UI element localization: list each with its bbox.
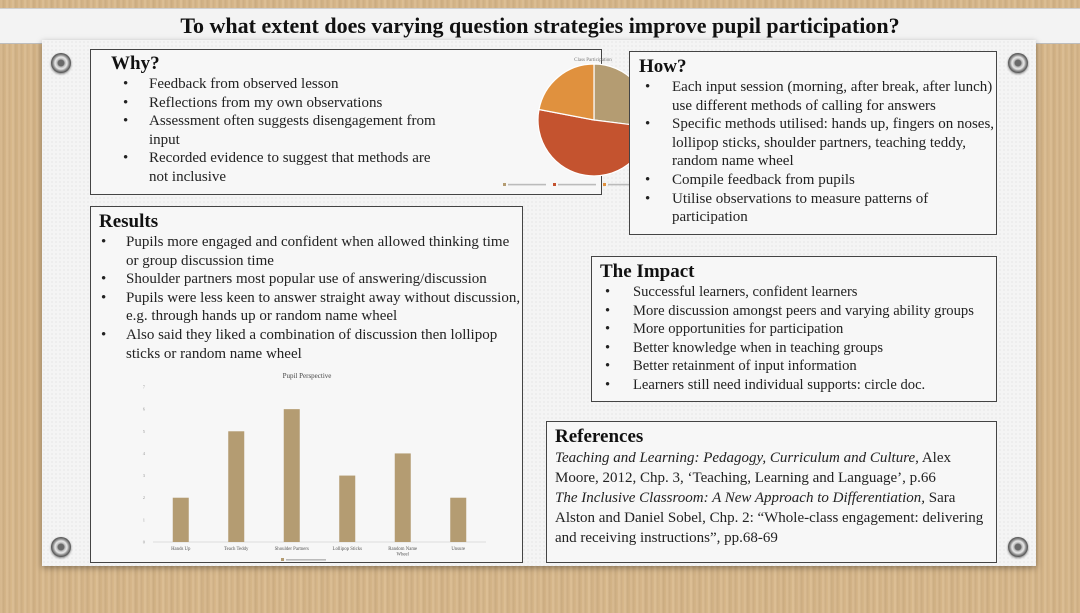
- why-item: • Recorded evidence to suggest that methods are not inclusive: [111, 149, 441, 186]
- reference-1-title: Teaching and Learning: Pedagogy, Curriculum and Culture: [555, 450, 916, 466]
- bar-category-label-line: Random Name: [388, 547, 418, 552]
- how-item: • Compile feedback from pupils: [639, 171, 996, 190]
- reference-2: [555, 488, 990, 548]
- pie-slice: [539, 64, 594, 120]
- pie-legend-swatch: [503, 183, 506, 186]
- why-item: • Feedback from observed lesson: [111, 75, 441, 94]
- impact-item: • Better retainment of input information: [600, 357, 996, 376]
- pie-legend-swatch: [553, 183, 556, 186]
- bar: [228, 431, 244, 542]
- pushpin-icon: [1008, 537, 1028, 557]
- references-heading: References: [555, 426, 644, 447]
- bar-category-label-line: Lollipop Sticks: [332, 547, 362, 552]
- pushpin-icon: [51, 537, 71, 557]
- results-item: • Also said they liked a combination of discussion then lollipop sticks or random name wheel: [99, 326, 522, 363]
- reference-2-details: Sara Alston and Daniel Sobel, Chp. 2: “Whole-class engagement: delivering and receiving instructions”, pp.68-69: [555, 490, 984, 546]
- impact-list: [600, 283, 996, 394]
- bar-y-tick-label: 1: [142, 517, 145, 523]
- bar-chart-svg: [131, 365, 496, 564]
- why-list: [111, 75, 441, 187]
- pushpin-icon: [51, 53, 71, 73]
- bar: [339, 476, 355, 542]
- bar-chart: [131, 365, 496, 564]
- bar-category-label: [224, 547, 249, 552]
- bar-y-tick-label: 0: [142, 539, 145, 545]
- poster-title: To what extent does varying question strategies improve pupil participation?: [180, 13, 900, 38]
- bar-category-label: [333, 547, 363, 552]
- bar: [450, 498, 466, 542]
- impact-item: • Better knowledge when in teaching groups: [600, 339, 996, 358]
- bar-category-label: [388, 547, 417, 558]
- why-section: [90, 49, 612, 195]
- bar-legend-swatch: [281, 558, 284, 561]
- pushpin-icon: [1008, 53, 1028, 73]
- results-item: • Pupils more engaged and confident when allowed thinking time or group discussion time: [99, 233, 522, 270]
- bar-category-label-line: Hands Up: [171, 547, 191, 552]
- bar-chart-title: Pupil Perspective: [282, 372, 332, 380]
- reference-2-title: The Inclusive Classroom: A New Approach to Differentiation,: [555, 490, 925, 506]
- bar-legend-label: [286, 559, 326, 561]
- results-section: [90, 206, 523, 563]
- bar-y-tick-label: 7: [142, 384, 145, 390]
- results-item: • Pupils were less keen to answer straight away without discussion, e.g. through hands up or random name wheel: [99, 289, 522, 326]
- bar-y-tick-label: 4: [142, 450, 145, 456]
- impact-item: • More opportunities for participation: [600, 320, 996, 339]
- how-item: • Each input session (morning, after break, after lunch) use different methods of calling for answers: [639, 78, 996, 115]
- reference-1: [555, 448, 990, 488]
- bar-category-label: [275, 547, 309, 552]
- results-heading: Results: [99, 211, 159, 232]
- title-strip: [0, 8, 1080, 44]
- bar: [173, 498, 189, 542]
- reference-1-details: , Alex Moore, 2012, Chp. 3, ‘Teaching, Learning and Language’, p.66: [555, 450, 951, 486]
- pie-legend-swatch: [603, 183, 606, 186]
- results-list: [99, 233, 522, 363]
- how-list: [639, 78, 996, 227]
- how-item: • Specific methods utilised: hands up, fingers on noses, lollipop sticks, shoulder partners, teaching teddy, random name wheel: [639, 115, 996, 171]
- why-heading: Why?: [111, 53, 160, 74]
- bar-category-label-line: Shoulder Partners: [274, 547, 309, 552]
- why-item: • Reflections from my own observations: [111, 94, 441, 113]
- how-section: [629, 51, 997, 235]
- bar-category-label-line: Wheel: [396, 552, 410, 558]
- bar: [395, 453, 411, 542]
- bar-y-tick-label: 5: [142, 428, 145, 434]
- pie-legend-label: [558, 184, 596, 186]
- pie-legend-label: [508, 184, 546, 186]
- impact-item: • Learners still need individual supports: circle doc.: [600, 376, 996, 395]
- impact-item: • More discussion amongst peers and varying ability groups: [600, 302, 996, 321]
- impact-item: • Successful learners, confident learners: [600, 283, 996, 302]
- how-heading: How?: [639, 56, 687, 77]
- bar-category-label-line: Teach Teddy: [224, 547, 249, 552]
- how-item: • Utilise observations to measure patterns of participation: [639, 190, 996, 227]
- bar: [284, 409, 300, 542]
- impact-heading: The Impact: [600, 261, 695, 282]
- bar-y-tick-label: 3: [142, 473, 145, 479]
- why-item: • Assessment often suggests disengagement from input: [111, 112, 441, 149]
- bar-category-label-line: Unsure: [451, 547, 466, 552]
- pie-title: Class Participation: [574, 58, 612, 63]
- bar-category-label: [451, 547, 465, 552]
- impact-section: [591, 256, 997, 402]
- bar-category-label: [171, 547, 191, 552]
- results-item: • Shoulder partners most popular use of answering/discussion: [99, 270, 522, 289]
- bar-y-tick-label: 6: [142, 406, 145, 412]
- bar-y-tick-label: 2: [142, 495, 145, 501]
- references-section: [546, 421, 997, 563]
